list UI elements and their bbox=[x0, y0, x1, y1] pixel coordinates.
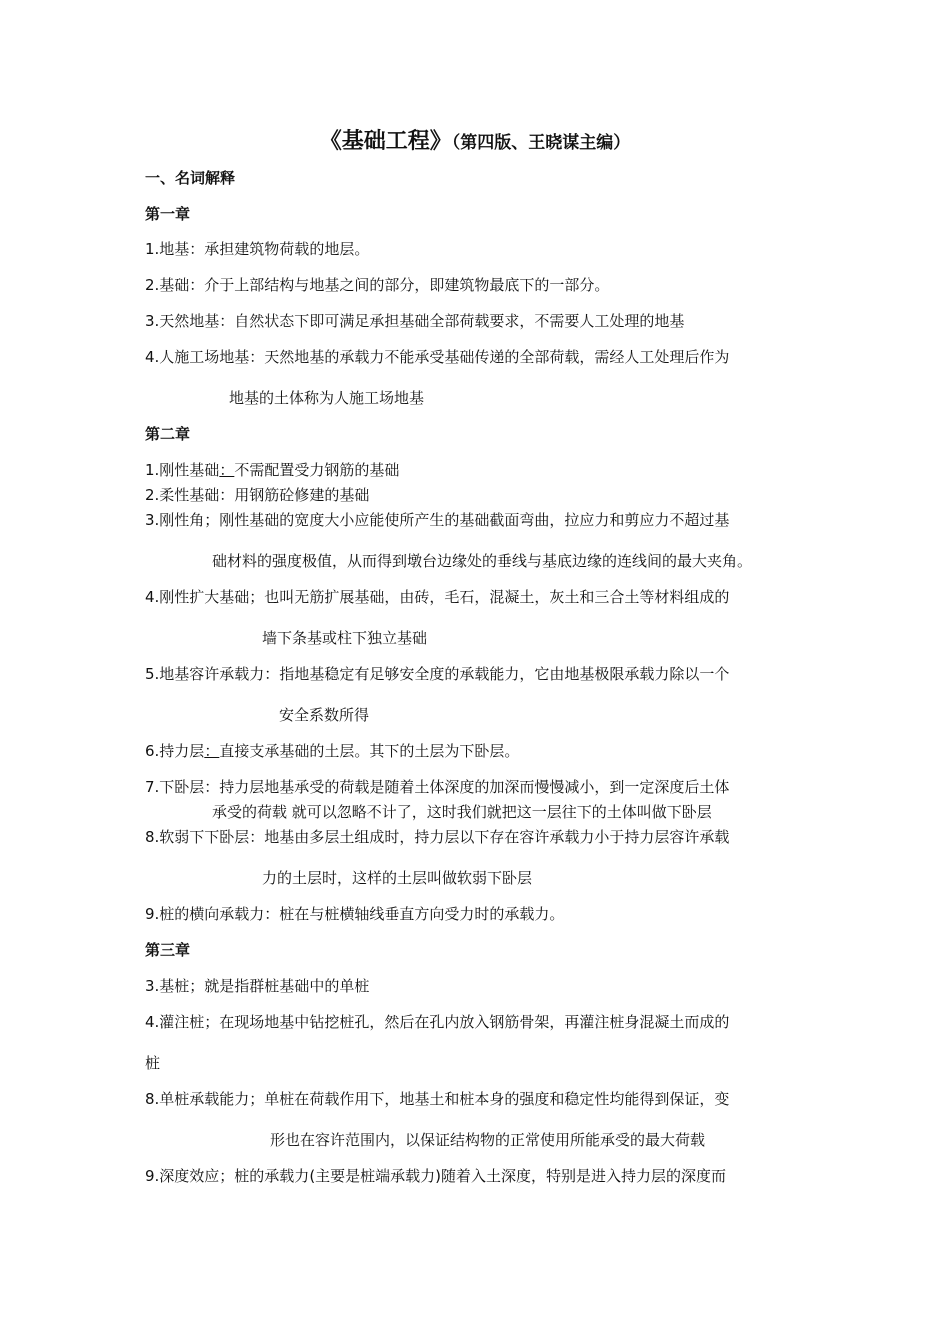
definition-continuation: 桩 bbox=[145, 1054, 161, 1072]
definition-continuation: 墙下条基或柱下独立基础 bbox=[262, 629, 428, 647]
definition-continuation: 础材料的强度极值，从而得到墩台边缘处的垂线与基底边缘的连线间的最大夹角。 bbox=[212, 552, 753, 570]
definition-line: 3.基桩；就是指群桩基础中的单桩 bbox=[145, 977, 370, 995]
definition-line bbox=[145, 741, 519, 761]
chapter-heading: 第三章 bbox=[145, 941, 191, 959]
definition-line: 4.刚性扩大基础；也叫无筋扩展基础，由砖，毛石，混凝土，灰土和三合土等材料组成的 bbox=[145, 588, 730, 606]
term-separator: ： bbox=[219, 461, 235, 479]
title-subtitle: （第四版、王晓谋主编） bbox=[451, 133, 631, 153]
definition-line: 5.地基容许承载力：指地基稳定有足够安全度的承载能力，它由地基极限承载力除以一个 bbox=[145, 665, 730, 683]
chapter-heading: 第一章 bbox=[145, 205, 191, 223]
definition-line: 8.软弱下下卧层：地基由多层土组成时，持力层以下存在容许承载力小于持力层容许承载 bbox=[145, 828, 730, 846]
definition-continuation: 地基的土体称为人施工场地基 bbox=[229, 389, 425, 407]
definition-line: 4.灌注桩；在现场地基中钻挖桩孔，然后在孔内放入钢筋骨架，再灌注桩身混凝土而成的 bbox=[145, 1013, 730, 1031]
definition-line: 1.地基：承担建筑物荷载的地层。 bbox=[145, 240, 370, 258]
definition-continuation: 承受的荷载 就可以忽略不计了，这时我们就把这一层往下的土体叫做下卧层 bbox=[212, 803, 712, 821]
definition-continuation: 力的土层时，这样的土层叫做软弱下卧层 bbox=[262, 869, 533, 887]
document-title bbox=[0, 124, 950, 155]
definition-line: 9.深度效应；桩的承载力(主要是桩端承载力)随着入土深度，特别是进入持力层的深度而 bbox=[145, 1167, 727, 1185]
definition-line bbox=[145, 460, 399, 480]
definition-line: 2.基础：介于上部结构与地基之间的部分，即建筑物最底下的一部分。 bbox=[145, 276, 610, 294]
definition-line: 9.桩的横向承载力：桩在与桩横轴线垂直方向受力时的承载力。 bbox=[145, 905, 565, 923]
definition-continuation: 形也在容许范围内，以保证结构物的正常使用所能承受的最大荷载 bbox=[270, 1131, 706, 1149]
term-separator: ： bbox=[204, 742, 220, 760]
definition-line: 3.刚性角；刚性基础的宽度大小应能使所产生的基础截面弯曲，拉应力和剪应力不超过基 bbox=[145, 511, 730, 529]
chapter-heading: 第二章 bbox=[145, 425, 191, 443]
definition-line: 2.柔性基础：用钢筋砼修建的基础 bbox=[145, 486, 370, 504]
definition-line: 7.下卧层：持力层地基承受的荷载是随着土体深度的加深而慢慢减小，到一定深度后土体 bbox=[145, 778, 730, 796]
definition-line: 4.人施工场地基：天然地基的承载力不能承受基础传递的全部荷载，需经人工处理后作为 bbox=[145, 348, 730, 366]
section-heading: 一、名词解释 bbox=[145, 169, 236, 187]
term: 1.刚性基础 bbox=[145, 461, 220, 479]
definition-continuation: 安全系数所得 bbox=[279, 706, 370, 724]
title-main: 《基础工程》 bbox=[319, 129, 452, 154]
definition-line: 3.天然地基：自然状态下即可满足承担基础全部荷载要求，不需要人工处理的地基 bbox=[145, 312, 685, 330]
definition-text: 直接支承基础的土层。其下的土层为下卧层。 bbox=[219, 742, 520, 760]
definition-line: 8.单桩承载能力；单桩在荷载作用下，地基土和桩本身的强度和稳定性均能得到保证，变 bbox=[145, 1090, 730, 1108]
definition-text: 不需配置受力钢筋的基础 bbox=[234, 461, 400, 479]
term: 6.持力层 bbox=[145, 742, 205, 760]
